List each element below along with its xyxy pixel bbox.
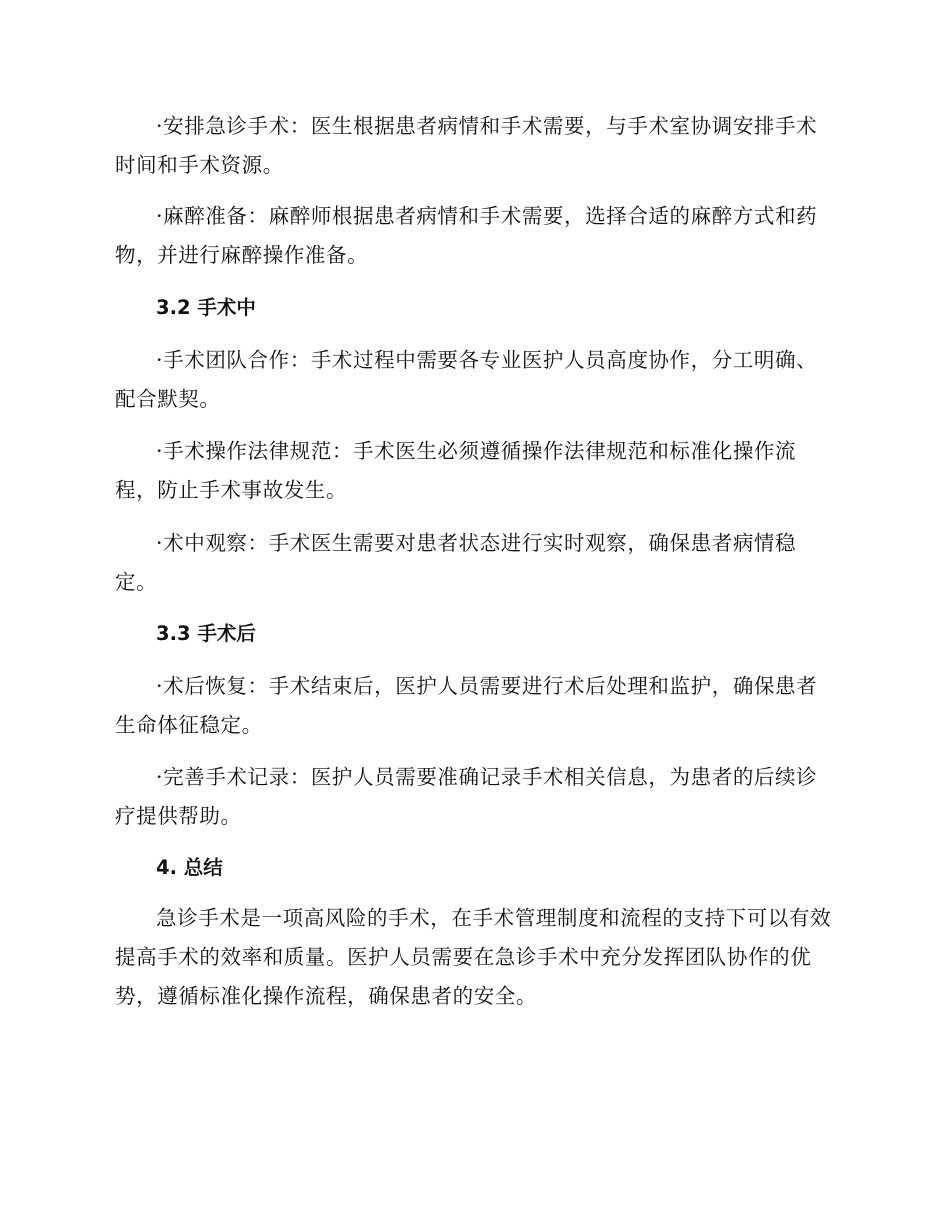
heading-3-2: 3.2 手术中 — [156, 296, 256, 319]
paragraph-summary: 急诊手术是一项高风险的手术，在手术管理制度和流程的支持下可以有效提高手术的效率和质量。医护人员需要在急诊手术中充分发挥团队协作的优势，遵循标准化操作流程，确保患者的安全。 — [115, 906, 832, 1008]
paragraph-surgery-records: ·完善手术记录：医护人员需要准确记录手术相关信息，为患者的后续诊疗提供帮助。 — [115, 765, 818, 828]
paragraph-arrange-surgery: ·安排急诊手术：医生根据患者病情和手术需要，与手术室协调安排手术时间和手术资源。 — [115, 114, 818, 177]
paragraph-postop-recovery: ·术后恢复：手术结束后，医护人员需要进行术后处理和监护，确保患者生命体征稳定。 — [115, 674, 818, 737]
heading-3-3: 3.3 手术后 — [156, 622, 256, 645]
paragraph-legal-norms: ·手术操作法律规范：手术医生必须遵循操作法律规范和标准化操作流程，防止手术事故发生。 — [115, 439, 797, 502]
paragraph-intraop-observation: ·术中观察：手术医生需要对患者状态进行实时观察，确保患者病情稳定。 — [115, 531, 797, 594]
paragraph-anesthesia-prep: ·麻醉准备：麻醉师根据患者病情和手术需要，选择合适的麻醉方式和药物，并进行麻醉操作准备。 — [115, 204, 818, 267]
paragraph-team-cooperation: ·手术团队合作：手术过程中需要各专业医护人员高度协作，分工明确、配合默契。 — [115, 348, 818, 411]
heading-4-summary: 4. 总结 — [156, 856, 223, 879]
